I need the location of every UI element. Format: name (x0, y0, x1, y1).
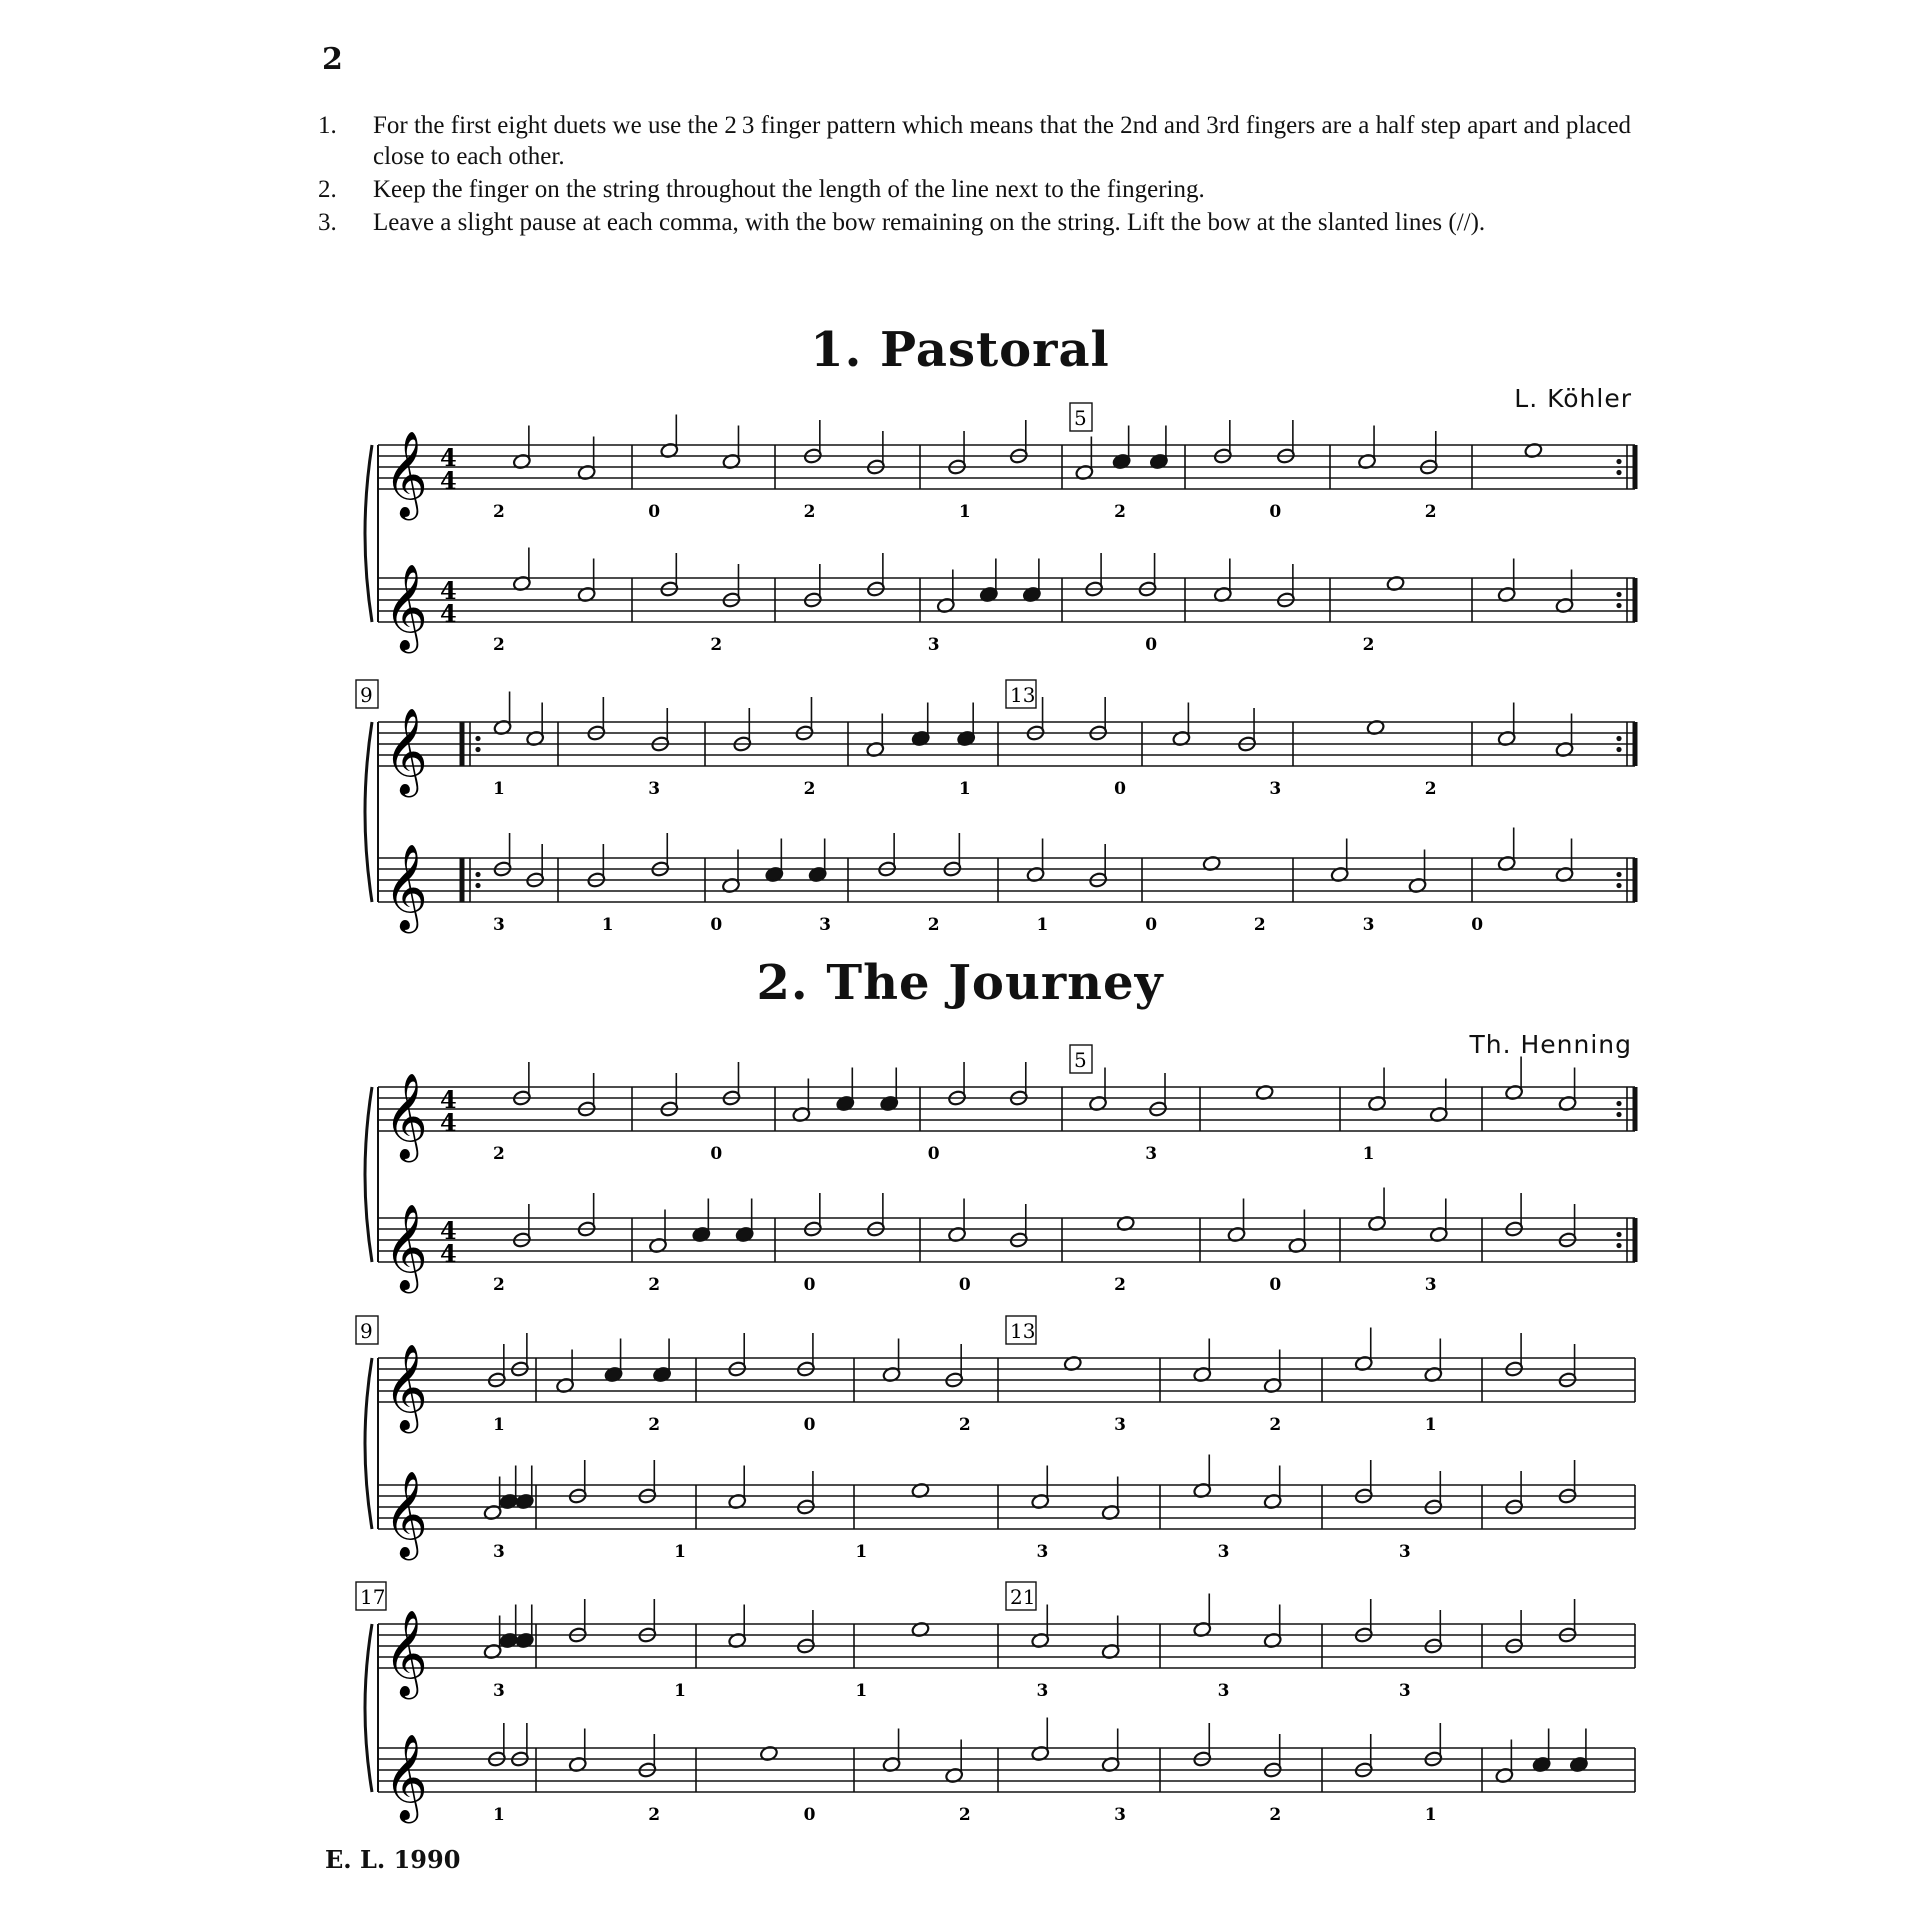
fingering-number: 2 (648, 1275, 661, 1295)
fingering-number: 0 (710, 915, 723, 935)
instruction-number: 2. (318, 176, 337, 203)
fingering-number: 0 (1145, 635, 1158, 655)
fingering-number: 2 (1424, 779, 1437, 799)
fingering-number: 0 (1269, 502, 1282, 522)
measure-number: 9 (360, 1319, 373, 1343)
fingering-number: 3 (1114, 1415, 1126, 1435)
fingering-number: 2 (803, 779, 816, 799)
fingering-number: 0 (710, 1144, 723, 1164)
fingering-number: 1 (1424, 1415, 1437, 1435)
time-signature-numerator: 4 (440, 443, 457, 472)
system-brace (365, 722, 372, 902)
time-signature-numerator: 4 (440, 1085, 457, 1114)
fingering-number: 0 (927, 1144, 940, 1164)
fingering-number: 2 (493, 502, 505, 522)
fingering-number: 3 (493, 1542, 505, 1562)
treble-clef-icon: 𝄞 (384, 1073, 428, 1159)
fingering-number: 1 (855, 1542, 868, 1562)
repeat-dot (1616, 1232, 1621, 1237)
fingering-number: 2 (958, 1805, 971, 1825)
page-number: 2 (322, 42, 343, 77)
time-signature-denominator: 4 (440, 1108, 457, 1137)
fingering-number: 3 (648, 779, 661, 799)
repeat-dot (1616, 1243, 1621, 1248)
treble-clef-icon: 𝄞 (384, 844, 428, 930)
fingering-number: 1 (493, 1805, 505, 1825)
treble-clef-icon: 𝄞 (384, 1344, 428, 1430)
fingering-number: 3 (1398, 1542, 1411, 1562)
instruction-text: For the first eight duets we use the 2 3 finger pattern which means that the 2nd and 3rd fingers are a half step apart and placed close to each other. (373, 112, 1632, 170)
fingering-number: 1 (674, 1681, 687, 1701)
repeat-dot (475, 736, 480, 741)
repeat-dot (1616, 459, 1621, 464)
fingering-number: 1 (493, 1415, 505, 1435)
time-signature-numerator: 4 (440, 576, 457, 605)
treble-clef-icon: 𝄞 (384, 1204, 428, 1290)
fingering-number: 3 (1269, 779, 1282, 799)
fingering-number: 2 (1269, 1805, 1282, 1825)
fingering-number: 0 (803, 1805, 816, 1825)
fingering-number: 0 (1471, 915, 1484, 935)
composer-journey: Th. Henning (1469, 1030, 1632, 1059)
instruction-text: Keep the finger on the string throughout the length of the line next to the fingering. (373, 176, 1205, 203)
fingering-number: 1 (601, 915, 614, 935)
repeat-dot (1616, 470, 1621, 475)
time-signature-denominator: 4 (440, 1239, 457, 1268)
fingering-number: 2 (1424, 502, 1437, 522)
fingering-number: 1 (1362, 1144, 1375, 1164)
fingering-number: 0 (1114, 779, 1126, 799)
fingering-number: 2 (1114, 1275, 1126, 1295)
treble-clef-icon: 𝄞 (384, 1471, 428, 1557)
repeat-dot (1616, 872, 1621, 877)
composer-pastoral: L. Köhler (1514, 384, 1632, 413)
measure-number: 13 (1010, 683, 1036, 707)
piece-title-pastoral: 1. Pastoral (810, 322, 1110, 378)
time-signature-denominator: 4 (440, 466, 457, 495)
measure-number: 5 (1074, 406, 1087, 430)
repeat-dot (1616, 1112, 1621, 1117)
fingering-number: 0 (1145, 915, 1158, 935)
time-signature-numerator: 4 (440, 1216, 457, 1245)
fingering-number: 1 (493, 779, 505, 799)
fingering-number: 0 (803, 1415, 816, 1435)
fingering-number: 1 (1424, 1805, 1437, 1825)
repeat-dot (1616, 1101, 1621, 1106)
fingering-number: 3 (1036, 1681, 1049, 1701)
fingering-number: 0 (648, 502, 661, 522)
measure-number: 21 (1010, 1585, 1036, 1609)
fingering-number: 3 (1217, 1681, 1230, 1701)
repeat-dot (1616, 736, 1621, 741)
repeat-dot (475, 872, 480, 877)
treble-clef-icon: 𝄞 (384, 708, 428, 794)
fingering-number: 2 (1269, 1415, 1282, 1435)
fingering-number: 2 (648, 1805, 661, 1825)
instruction-number: 3. (318, 209, 337, 236)
repeat-dot (1616, 592, 1621, 597)
fingering-number: 3 (1114, 1805, 1126, 1825)
system-brace (365, 1087, 372, 1262)
fingering-number: 1 (855, 1681, 868, 1701)
repeat-dot (1616, 883, 1621, 888)
fingering-number: 3 (493, 1681, 505, 1701)
fingering-number: 1 (1036, 915, 1049, 935)
fingering-number: 2 (1362, 635, 1375, 655)
fingering-number: 2 (1253, 915, 1266, 935)
fingering-number: 3 (1036, 1542, 1049, 1562)
fingering-number: 2 (710, 635, 723, 655)
treble-clef-icon: 𝄞 (384, 431, 428, 517)
instruction-number: 1. (318, 112, 337, 139)
measure-number: 13 (1010, 1319, 1036, 1343)
measure-number: 9 (360, 683, 373, 707)
measure-number: 17 (360, 1585, 386, 1609)
fingering-number: 3 (1398, 1681, 1411, 1701)
fingering-number: 1 (674, 1542, 687, 1562)
fingering-number: 3 (1424, 1275, 1437, 1295)
fingering-number: 2 (958, 1415, 971, 1435)
fingering-number: 1 (958, 779, 971, 799)
fingering-number: 3 (1145, 1144, 1158, 1164)
fingering-number: 2 (927, 915, 940, 935)
fingering-number: 2 (493, 1275, 505, 1295)
repeat-dot (475, 883, 480, 888)
fingering-number: 3 (819, 915, 831, 935)
instruction-text: Leave a slight pause at each comma, with the bow remaining on the string. Lift the bow at the slanted lines (//). (373, 209, 1486, 236)
treble-clef-icon: 𝄞 (384, 1610, 428, 1696)
system-brace (365, 1358, 372, 1529)
piece-title-journey: 2. The Journey (756, 955, 1164, 1011)
measure-number: 5 (1074, 1048, 1087, 1072)
fingering-number: 2 (493, 1144, 505, 1164)
repeat-dot (1616, 747, 1621, 752)
time-signature-denominator: 4 (440, 599, 457, 628)
fingering-number: 0 (803, 1275, 816, 1295)
system-brace (365, 445, 372, 622)
fingering-number: 2 (1114, 502, 1126, 522)
fingering-number: 3 (927, 635, 940, 655)
fingering-number: 2 (493, 635, 505, 655)
repeat-dot (1616, 603, 1621, 608)
fingering-number: 0 (1269, 1275, 1282, 1295)
treble-clef-icon: 𝄞 (384, 1734, 428, 1820)
fingering-number: 1 (958, 502, 971, 522)
fingering-number: 2 (803, 502, 816, 522)
fingering-number: 3 (493, 915, 505, 935)
footer-catalog-number: E. L. 1990 (325, 1845, 461, 1874)
system-brace (365, 1624, 372, 1792)
repeat-dot (475, 747, 480, 752)
fingering-number: 3 (1362, 915, 1375, 935)
fingering-number: 3 (1217, 1542, 1230, 1562)
fingering-number: 0 (958, 1275, 971, 1295)
treble-clef-icon: 𝄞 (384, 564, 428, 650)
fingering-number: 2 (648, 1415, 661, 1435)
